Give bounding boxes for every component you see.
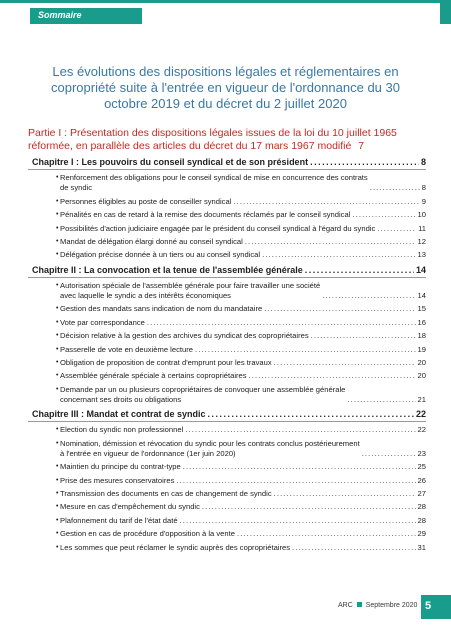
toc-item-text: Gestion des mandats sans indication de nom du mandataire [60,304,263,314]
toc-item-text: Mandat de délégation élargi donné au conseil syndical [60,236,243,246]
dot-leader [292,543,416,553]
footer-date: Septembre 2020 [365,602,418,609]
toc-item-page: 31 [417,542,426,552]
bullet-icon: • [56,358,59,366]
toc-item-line1: Demande par un ou plusieurs copropriétaires de convoquer une assemblée générale [60,384,346,394]
chapter-row [28,157,426,170]
toc-item-text: Passerelle de vote en deuxième lecture [60,344,193,354]
toc-item [28,425,426,435]
toc-item-line2: de syndic [60,183,93,193]
toc-item-page: 28 [417,502,426,512]
dot-leader [377,224,416,234]
toc-item-text: Prise des mesures conservatoires [60,475,175,485]
toc-item-text: Obligation de proposition de contrat d'emprunt pour les travaux [60,357,272,367]
part-title [28,127,428,153]
chapter-page: 22 [415,409,426,420]
part-title-text: Partie I : Présentation des dispositions légales issues de la loi du 10 juillet 1965 réformée, en parallèle des articles du décret du 17 mars 1967 modifié [28,127,397,152]
toc-item-page: 10 [417,210,426,220]
toc-item-page: 28 [417,515,426,525]
top-right-accent [440,0,451,24]
dot-leader [202,502,416,512]
toc-item [28,385,426,405]
chapter-page: 14 [415,264,426,275]
sommaire-tab [30,8,142,24]
toc-item [28,318,426,328]
bullet-icon: • [56,211,59,219]
toc-item [28,173,426,193]
toc-item [28,543,426,553]
toc-item-text: Les sommes que peut réclamer le syndic auprès des copropriétaires [60,542,291,552]
dot-leader [262,250,415,260]
page-number-box [421,595,451,619]
bullet-icon: • [56,503,59,511]
toc-item [28,476,426,486]
toc-item-page: 9 [421,196,426,206]
toc-item-page: 13 [417,250,426,260]
toc-item [28,250,426,260]
dot-leader [237,529,416,539]
toc-item [28,210,426,220]
toc-item [28,331,426,341]
toc-item-page: 26 [417,475,426,485]
toc-item [28,224,426,234]
bullet-icon: • [56,372,59,380]
toc-item-text: Vote par correspondance [60,317,145,327]
top-bar [0,0,451,26]
chapter-title: Chapitre II : La convocation et la tenue de l'assemblée générale [32,264,303,275]
dot-leader [147,318,416,328]
toc-item-line2: concernant ses droits ou obligations [60,394,182,404]
toc-item-page: 27 [417,489,426,499]
chapter-title: Chapitre III : Mandat et contrat de syndic [32,409,206,420]
dot-leader [274,489,416,499]
dot-leader [180,516,416,526]
toc-item-text: Assemblée générale spéciale à certains copropriétaires [60,371,247,381]
dot-leader [249,371,416,381]
bullet-icon: • [56,281,59,289]
bullet-icon: • [56,345,59,353]
toc-item [28,529,426,539]
bullet-icon: • [56,463,59,471]
toc-item-page: 14 [417,290,426,300]
top-accent-line [0,0,451,3]
toc-item [28,345,426,355]
bullet-icon: • [56,439,59,447]
toc-item [28,516,426,526]
toc-item-page: 22 [417,425,426,435]
chapter-page: 8 [420,157,426,167]
dot-leader [352,210,415,220]
toc-item-text: Transmission des documents en cas de changement de syndic [60,489,272,499]
bullet-icon: • [56,174,59,182]
toc-item [28,304,426,314]
dot-leader [245,237,416,247]
toc-item-page: 15 [417,304,426,314]
toc-item-page: 20 [417,371,426,381]
toc-item-text: Maintien du principe du contrat-type [60,462,181,472]
toc-item [28,371,426,381]
dot-leader [195,345,416,355]
bullet-icon: • [56,251,59,259]
toc-item [28,502,426,512]
toc-item-text: Plafonnement du tarif de l'état daté [60,515,178,525]
toc-item-text: Mesure en cas d'empêchement du syndic [60,502,200,512]
part-page-number: 7 [358,140,365,152]
bullet-icon: • [56,237,59,245]
toc-item-page: 29 [417,529,426,539]
toc-item [28,358,426,368]
toc-item [28,237,426,247]
toc-item-page: 20 [417,357,426,367]
dot-leader [322,291,415,301]
dot-leader [347,395,415,405]
toc-item-page: 18 [417,331,426,341]
page-footer [0,595,451,625]
dot-leader [176,476,415,486]
page-number: 5 [425,600,432,612]
footer-square-icon [357,602,362,607]
dot-leader [233,197,419,207]
toc-item-page: 8 [421,183,426,193]
toc-item [28,197,426,207]
toc-item-text [60,173,368,193]
toc-item [28,489,426,499]
footer-brand: ARC [338,602,353,609]
toc-item-text: Pénalités en cas de retard à la remise des documents réclamés par le conseil syndical [60,210,351,220]
toc-item [28,462,426,472]
dot-leader [362,449,416,459]
bullet-icon: • [56,197,59,205]
bullet-icon: • [56,332,59,340]
bullet-icon: • [56,516,59,524]
chapter-title: Chapitre I : Les pouvoirs du conseil syndical et de son président [32,157,309,167]
toc-item-text: Possibilités d'action judiciaire engagée par le président du conseil syndical à l'égard du syndic [60,223,376,233]
bullet-icon: • [56,543,59,551]
toc-item-page: 12 [417,236,426,246]
dot-leader [274,358,416,368]
toc-item-text: Délégation précise donnée à un tiers ou au conseil syndical [60,250,261,260]
table-of-contents [28,157,426,553]
toc-item-text: Election du syndic non professionnel [60,425,184,435]
toc-item [28,281,426,301]
dot-leader [185,425,415,435]
bullet-icon: • [56,426,59,434]
toc-item-text [60,439,360,459]
toc-item-line2: avec laquelle le syndic a des intérêts économiques [60,290,231,300]
bullet-icon: • [56,305,59,313]
toc-item-line1: Renforcement des obligations pour le conseil syndical de mise en concurrence des contrats [60,173,368,183]
dot-leader [305,265,414,276]
document-title: Les évolutions des dispositions légales et réglementaires en copropriété suite à l'entrée en vigueur de l'ordonnance du 30 octobre 2019 et du décret du 2 juillet 2020 [51,64,400,111]
toc-item-page: 16 [417,317,426,327]
toc-item-text: Gestion en cas de procédure d'opposition à la vente [60,529,235,539]
toc-item-line1: Autorisation spéciale de l'assemblée générale pour faire travailler une société [60,280,321,290]
bullet-icon: • [56,318,59,326]
bullet-icon: • [56,490,59,498]
toc-item [28,439,426,459]
toc-item-text: Décision relative à la gestion des archives du syndicat des copropriétaires [60,331,309,341]
bullet-icon: • [56,530,59,538]
chapter-row [28,409,426,422]
bullet-icon: • [56,385,59,393]
dot-leader [264,304,415,314]
toc-item-page: 11 [418,223,426,233]
footer-text [338,602,417,609]
dot-leader [310,157,419,168]
toc-item-page: 19 [417,344,426,354]
bullet-icon: • [56,224,59,232]
dot-leader [183,462,416,472]
dot-leader [208,409,414,420]
toc-item-page: 25 [417,462,426,472]
chapter-row [28,265,426,278]
toc-item-line2: à l'entrée en vigueur de l'ordonnance (1er juin 2020) [60,448,236,458]
dot-leader [370,183,420,193]
toc-item-text: Personnes éligibles au poste de conseiller syndical [60,196,232,206]
toc-item-text [60,385,345,405]
dot-leader [311,331,416,341]
bullet-icon: • [56,476,59,484]
toc-item-line1: Nomination, démission et révocation du syndic pour les contrats conclus postérieurement [60,438,360,448]
sommaire-label: Sommaire [38,10,82,20]
toc-item-page: 23 [417,448,426,458]
toc-item-text [60,281,320,301]
toc-item-page: 21 [417,394,426,404]
